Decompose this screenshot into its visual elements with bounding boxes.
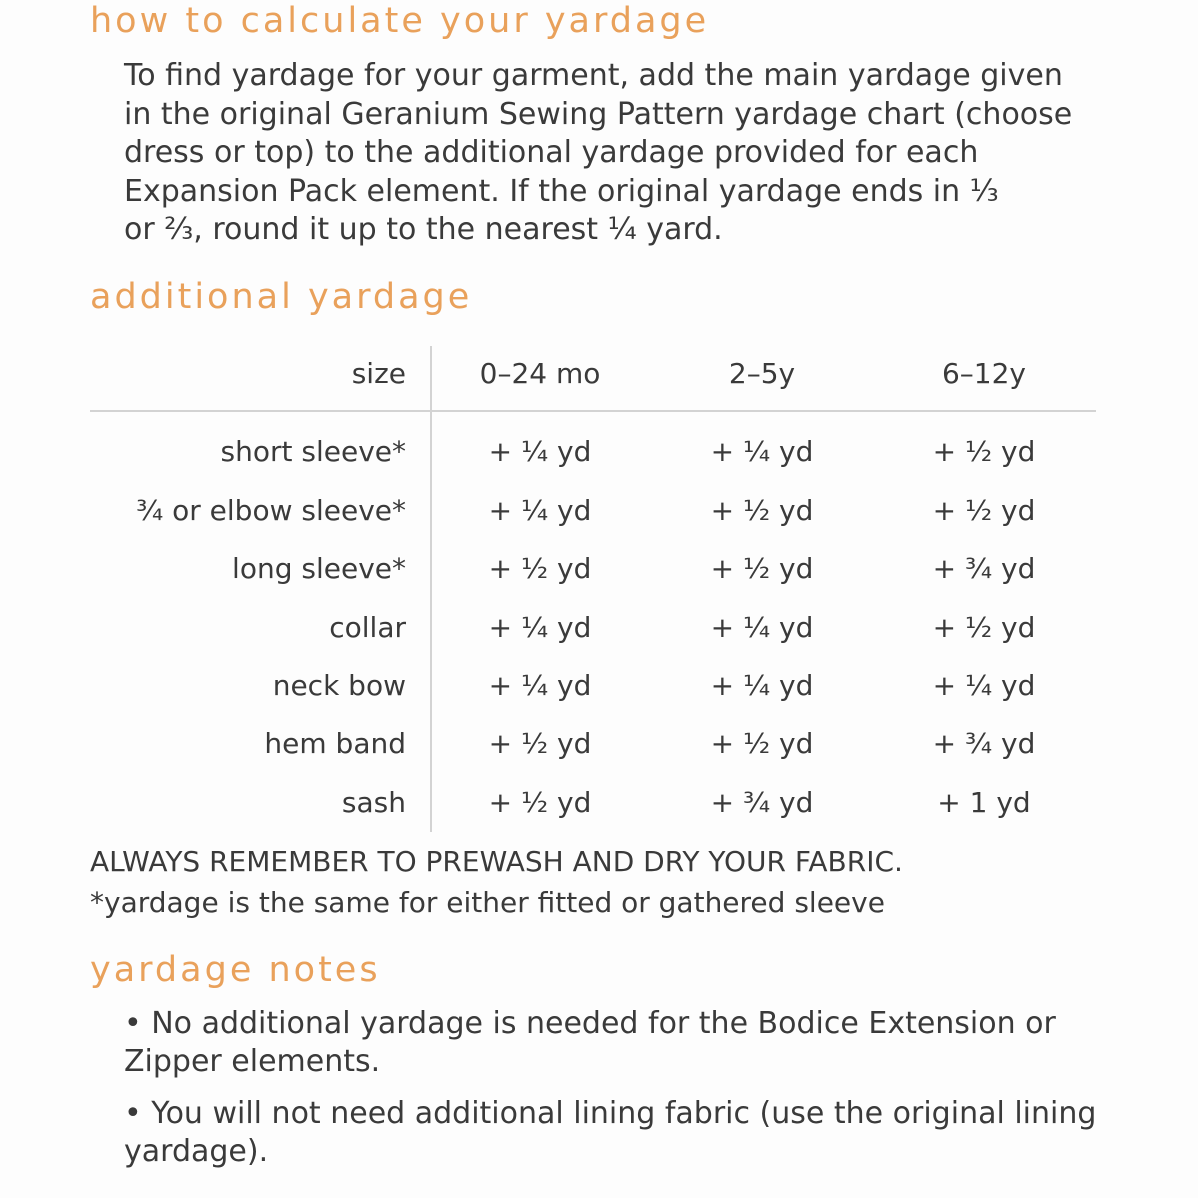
table-cell: + ½ yd (932, 494, 1036, 527)
table-cell: + ¼ yd (488, 611, 592, 644)
table-cell: + ¾ yd (932, 552, 1036, 585)
table-header-size: size (351, 357, 406, 390)
table-cell: + ¼ yd (710, 669, 814, 702)
note-line: Zipper elements. (124, 1044, 381, 1079)
note-line: • No additional yardage is needed for the Bodice Extension or (124, 1006, 1056, 1041)
table-cell: + ½ yd (488, 786, 592, 819)
table-cell: + ¾ yd (710, 786, 814, 819)
table-cell: + ¼ yd (488, 435, 592, 468)
table-cell: + ½ yd (710, 727, 814, 760)
heading-how-to-calculate: how to calculate your yardage (90, 1, 710, 41)
heading-additional-yardage: additional yardage (90, 277, 473, 317)
table-cell: + ¼ yd (932, 669, 1036, 702)
intro-line: Expansion Pack element. If the original yardage ends in ⅓ (124, 173, 999, 209)
yardage-notes-list (124, 1005, 1134, 1185)
table-cell: + ½ yd (932, 435, 1036, 468)
table-cell: + ½ yd (710, 494, 814, 527)
table-cell: + ½ yd (488, 727, 592, 760)
table-cell: + ½ yd (488, 552, 592, 585)
intro-line: or ⅔, round it up to the nearest ¼ yard. (124, 212, 723, 247)
table-row-label: sash (341, 786, 406, 819)
sleeve-footnote: *yardage is the same for either fitted or gathered sleeve (90, 886, 885, 919)
prewash-reminder: ALWAYS REMEMBER TO PREWASH AND DRY YOUR FABRIC. (90, 845, 903, 878)
note-item (124, 1095, 1134, 1171)
intro-paragraph (124, 57, 1124, 250)
table-row-label: long sleeve* (232, 552, 406, 585)
table-cell: + ¾ yd (932, 727, 1036, 760)
note-line: yardage). (124, 1134, 269, 1169)
table-header-col-6-12y: 6–12y (941, 357, 1026, 390)
table-cell: + ¼ yd (488, 669, 592, 702)
intro-line: dress or top) to the additional yardage provided for each (124, 135, 979, 170)
table-header-col-2-5y: 2–5y (728, 357, 796, 390)
table-cell: + ½ yd (710, 552, 814, 585)
table-header-col-0-24mo: 0–24 mo (479, 357, 601, 390)
note-item (124, 1005, 1134, 1081)
intro-line: in the original Geranium Sewing Pattern yardage chart (choose (124, 96, 1073, 132)
note-line: • You will not need additional lining fabric (use the original lining (124, 1096, 1097, 1131)
table-cell: + ½ yd (932, 611, 1036, 644)
table-row-label: neck bow (272, 669, 406, 702)
heading-yardage-notes: yardage notes (90, 950, 381, 990)
table-row-label: collar (329, 611, 406, 644)
table-row-label: ¾ or elbow sleeve* (136, 494, 406, 527)
table-cell: + 1 yd (937, 786, 1031, 819)
table-cell: + ¼ yd (710, 435, 814, 468)
table-row-label: short sleeve* (220, 435, 406, 468)
table-cell: + ¼ yd (488, 494, 592, 527)
intro-line: To find yardage for your garment, add the main yardage given (124, 58, 1063, 93)
table-row-label: hem band (264, 727, 406, 760)
table-horizontal-rule (90, 410, 1096, 412)
table-vertical-rule (430, 346, 432, 832)
table-cell: + ¼ yd (710, 611, 814, 644)
